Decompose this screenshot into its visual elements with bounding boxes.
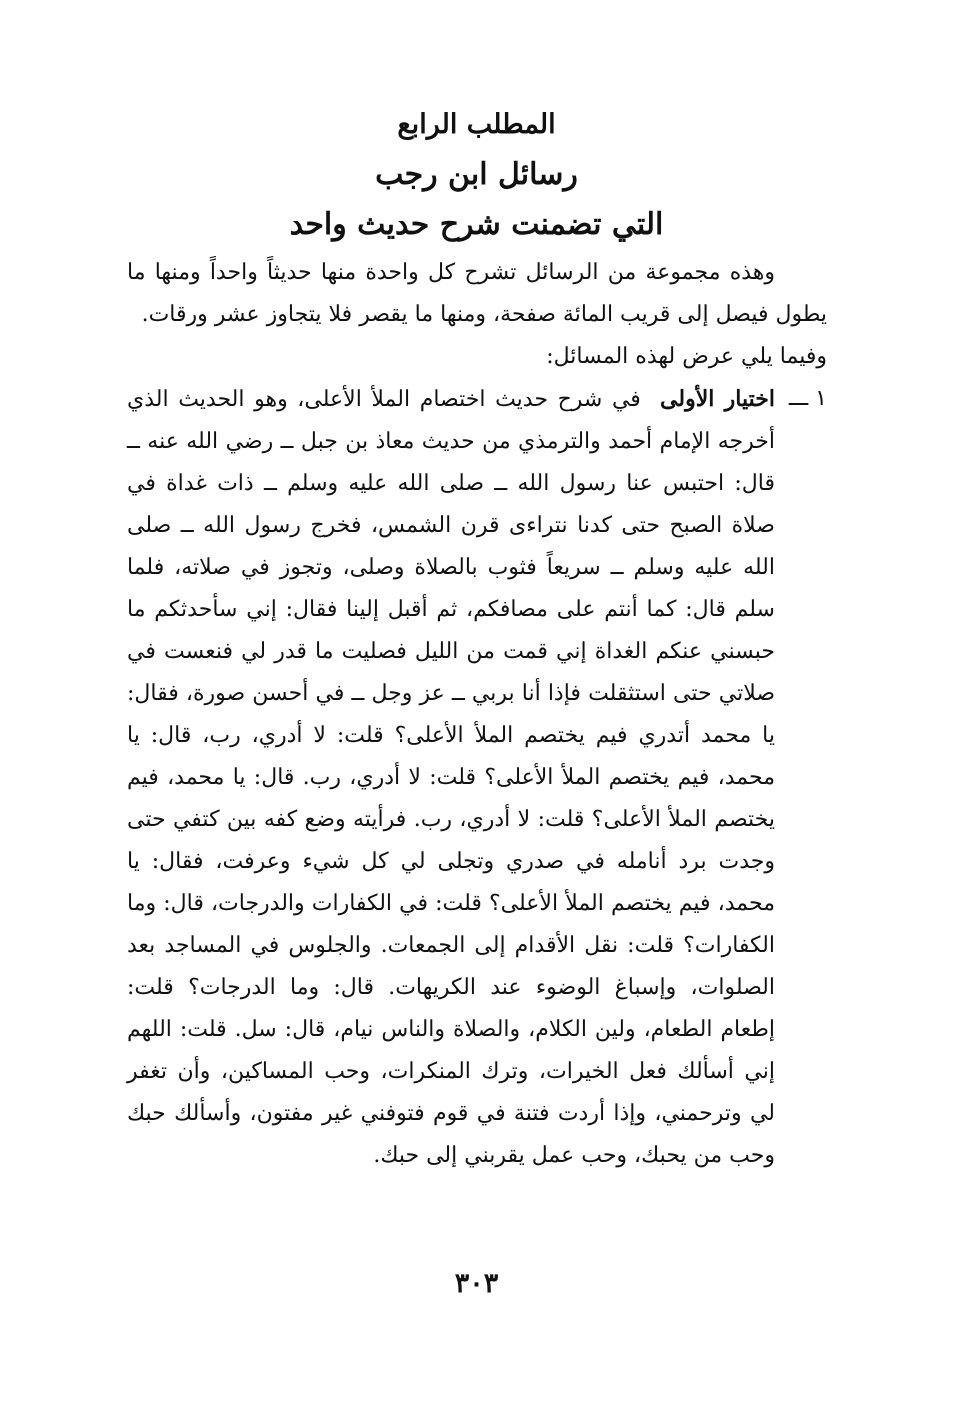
section-title: رسائل ابن رجب (375, 157, 578, 192)
list-item-number: ١ (815, 386, 827, 411)
list-item (127, 378, 827, 1177)
list-item-text: في شرح حديث اختصام الملأ الأعلى، وهو الحديث الذي أخرجه الإمام أحمد والترمذي من حديث معاذ بن جبل ــ رضي الله عنه ــ قال: احتبس عنا رسول الله ــ صلى الله عليه وسلم ــ ذات غداة في صلاة الصبح حتى كدنا نتراءى قرن الشمس، فخرج رسول الله ــ صلى الله عليه وسلم ــ سريعاً فثوب بالصلاة وصلى، وتجوز في صلاته، فلما سلم قال: كما أنتم على مصافكم، ثم أقبل إلينا فقال: إني سأحدثكم ما حبسني عنكم الغداة إني قمت من الليل فصليت ما قدر لي فنعست في صلاتي حتى استثقلت فإذا أنا بربي ــ عز وجل ــ في أحسن صورة، فقال: يا محمد أتدري فيم يختصم الملأ الأعلى؟ قلت: لا أدري، رب، قال: يا محمد، فيم يختصم الملأ الأعلى؟ قلت: لا أدري، رب. قال: يا محمد، فيم يختصم الملأ الأعلى؟ قلت: لا أدري، رب. فرأيته وضع كفه بين كتفي حتى وجدت برد أنامله في صدري وتجلى لي كل شيء وعرفت، فقال: يا محمد، فيم يختصم الملأ الأعلى؟ قلت: في الكفارات والدرجات، قال: وما الكفارات؟ قلت: نقل الأقدام إلى الجمعات. والجلوس في المساجد بعد الصلوات، وإسباغ الوضوء عند الكريهات. قال: وما الدرجات؟ قلت: إطعام الطعام، ولين الكلام، والصلاة والناس نيام، قال: سل. قلت: اللهم إني أسألك فعل الخيرات، وترك المنكرات، وحب المساكين، وأن تغفر لي وترحمني، وإذا أردت فتنة في قوم فتوفني غير مفتون، وأسألك حبك وحب من يحبك، وحب عمل يقربني إلى حبك. (127, 387, 775, 1168)
list-item-title: اختيار الأولى (660, 386, 775, 412)
list-item-marker (789, 378, 827, 420)
section-subtitle: التي تضمنت شرح حديث واحد (289, 207, 664, 242)
list-item-dash: ـــ (788, 386, 809, 411)
intro-paragraph: وهذه مجموعة من الرسائل تشرح كل واحدة منها حديثاً واحداً ومنها ما يطول فيصل إلى قريب المائة صفحة، ومنها ما يقصر فلا يتجاوز عشر ورقات. (127, 260, 827, 327)
section-headings (0, 100, 953, 250)
body-text (127, 252, 827, 1177)
page-number: ٣٠٣ (454, 1268, 499, 1299)
intro-lead-in: وفيما يلي عرض لهذه المسائل: (546, 344, 827, 369)
section-label: المطلب الرابع (397, 109, 556, 140)
